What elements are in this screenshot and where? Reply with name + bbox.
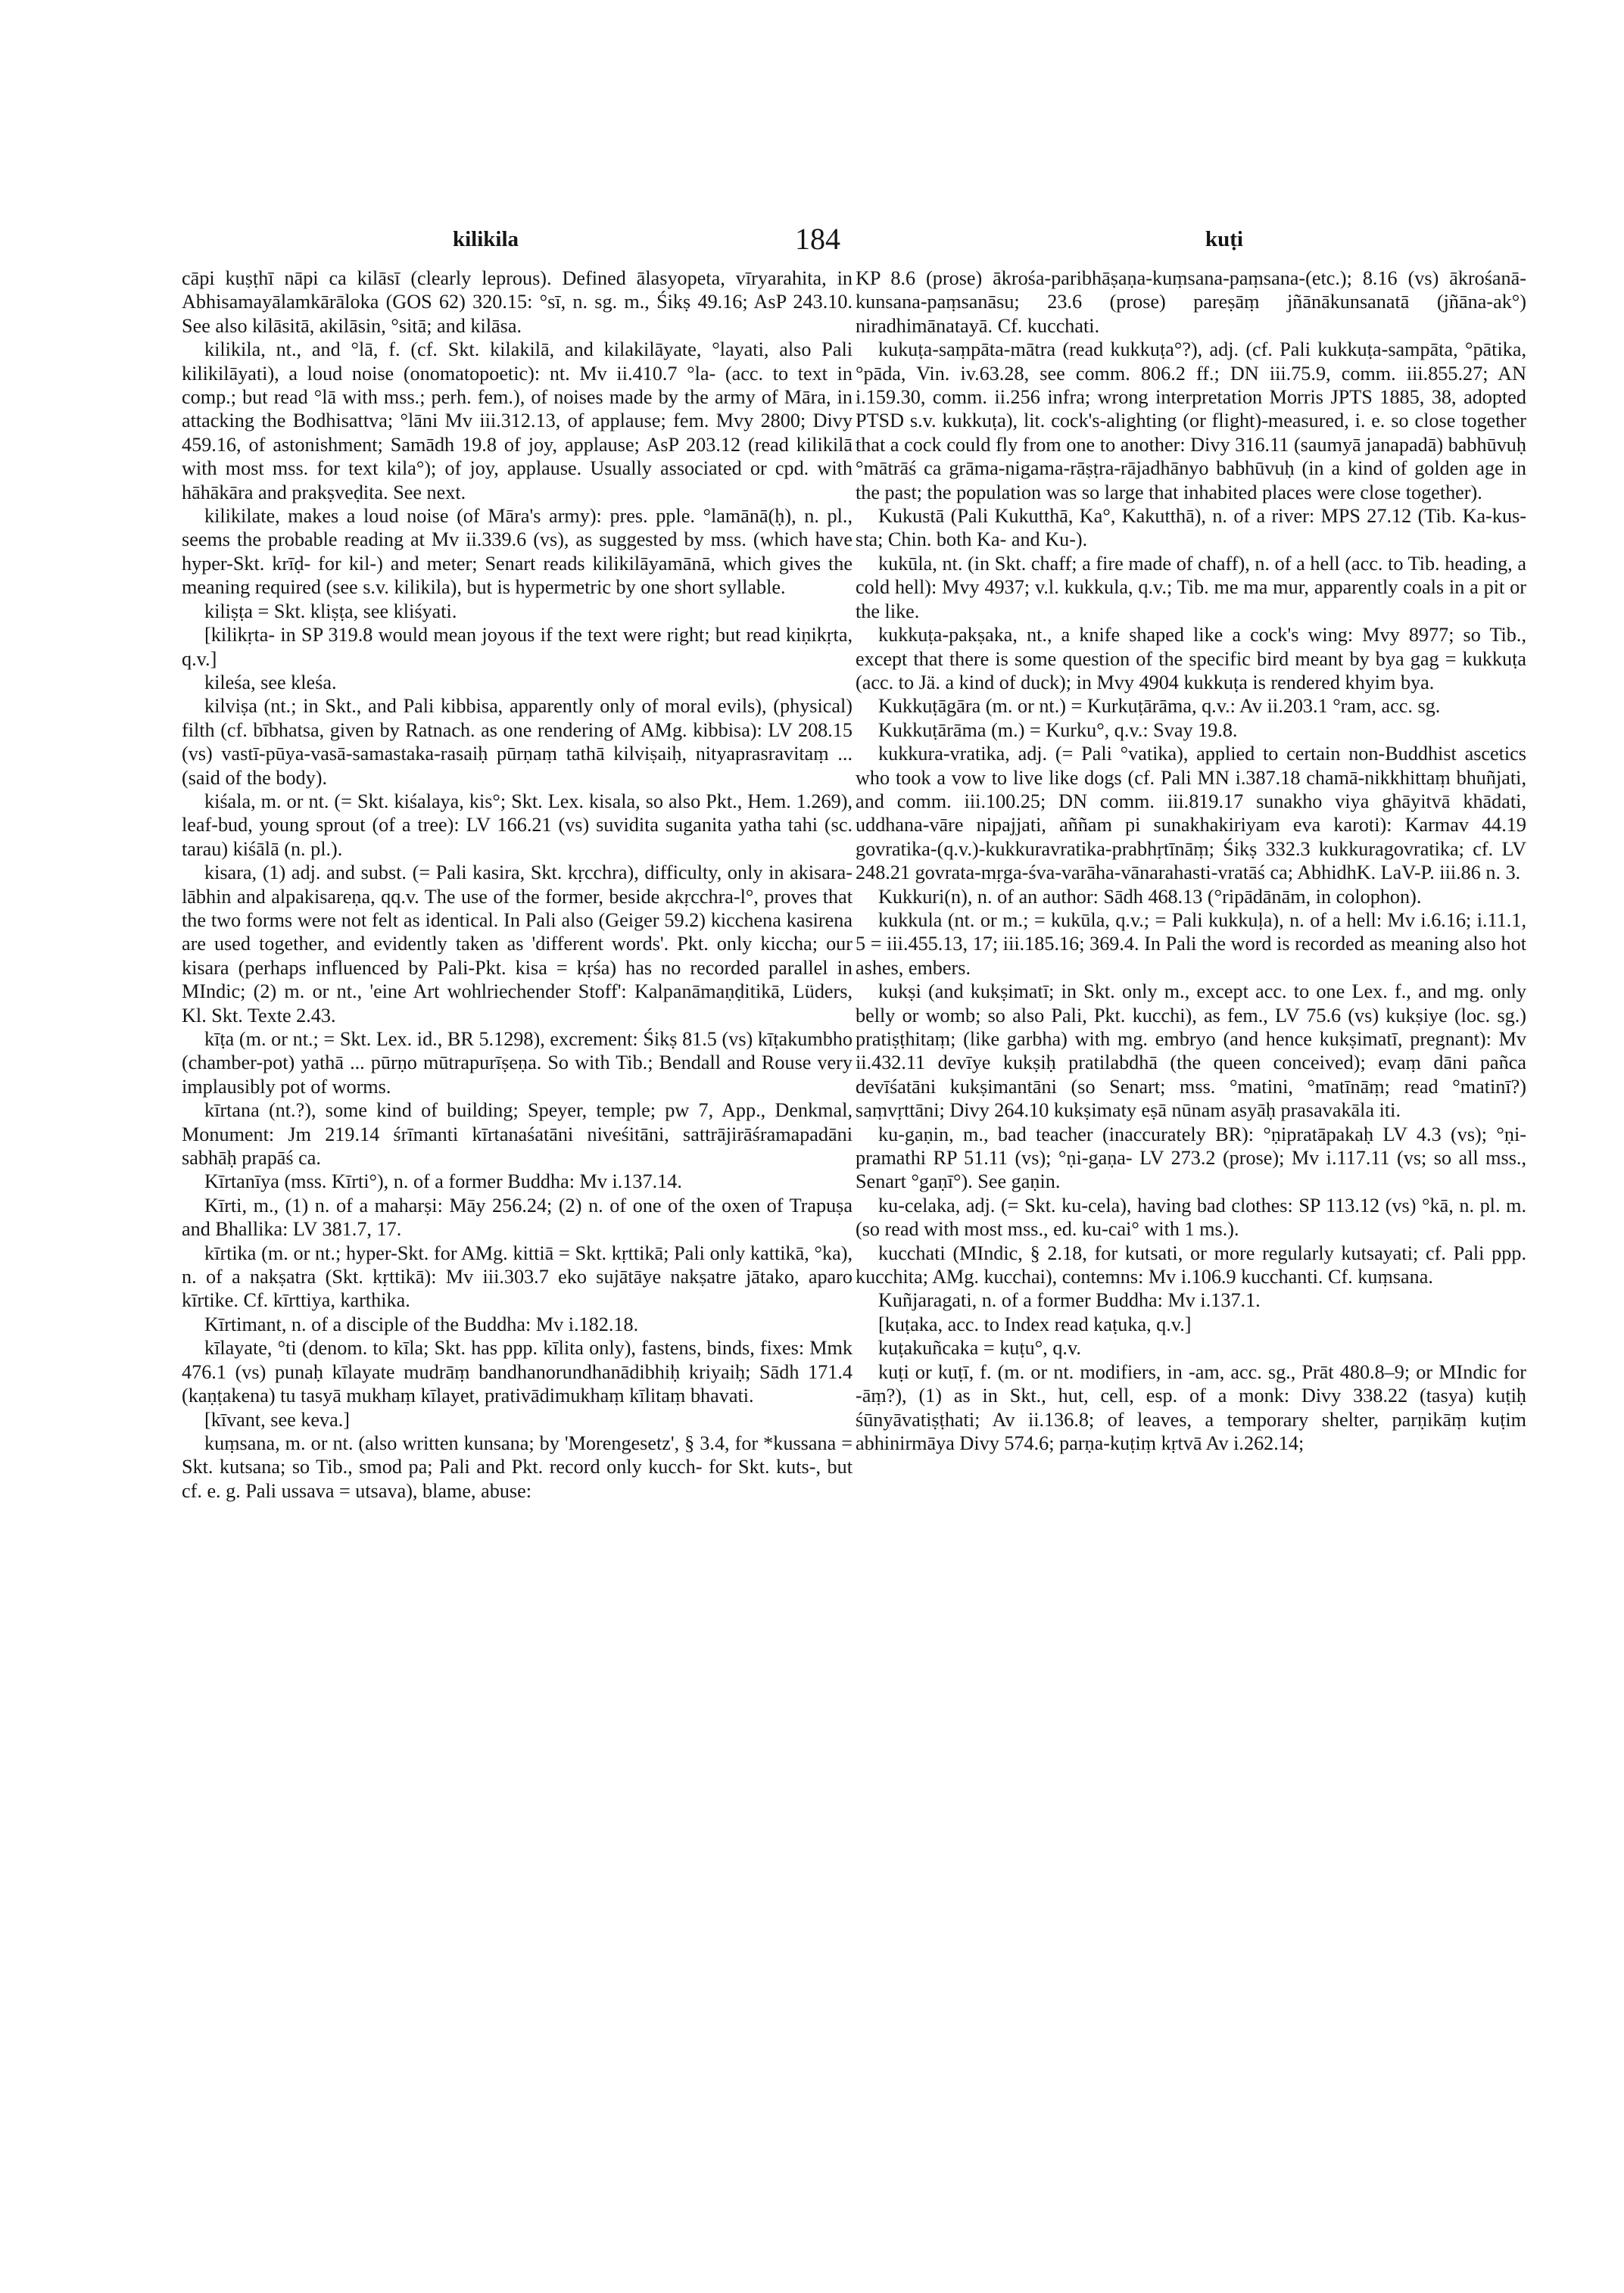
dictionary-entry: Kuñjaragati, n. of a former Buddha: Mv i.137.1. bbox=[878, 1289, 1261, 1312]
page-number: 184 bbox=[795, 222, 840, 256]
dictionary-entry: kukuṭa-saṃpāta-mātra (read kukkuṭa°?), adj. (cf. Pali kukkuṭa-sampāta, °pātika, °pāda, Vin. iv.63.28, see comm. 806.2 ff.; DN iii.75.9, comm. iii.855.27; AN i.159.30, comm. ii.256 infra; wrong interpretation Morris JPTS 1885, 38, adopted PTSD s.v. kukkuṭa), lit. cock's-alighting (or flight)-measured, i. e. so close together that a cock could fly from one to another: Divy 316.11 (saumyā janapadā) babhūvuḥ °mātrāś ca grāma-nigama-rāṣṭra-rājadhānyo babhūvuḥ (in a kind of golden age in the past; the population was so large that inhabited places were close together). bbox=[856, 338, 1526, 503]
dictionary-entry: kukkuṭa-pakṣaka, nt., a knife shaped like a cock's wing: Mvy 8977; so Tib., except that there is some question of the specific bird meant by bya gag = kukkuṭa (acc. to Jä. a kind of duck); in Mvy 4904 kukkuṭa is rendered khyim bya. bbox=[856, 624, 1526, 693]
dictionary-entry: kīṭa (m. or nt.; = Skt. Lex. id., BR 5.1298), excrement: Śikṣ 81.5 (vs) kīṭakumbho (chamber-pot) yathā ... pūrṇo mūtrapurīṣeṇa. So with Tib.; Bendall and Rouse very implausibly pot of worms. bbox=[182, 1028, 853, 1098]
dictionary-entry: [kilikṛta- in SP 319.8 would mean joyous if the text were right; but read kiṇikṛta, q.v.] bbox=[182, 624, 853, 670]
dictionary-entry: Kukustā (Pali Kukutthā, Ka°, Kakutthā), n. of a river: MPS 27.12 (Tib. Ka-kus-sta; Chin. both Ka- and Ku-). bbox=[856, 505, 1526, 551]
dictionary-entry: kilviṣa (nt.; in Skt., and Pali kibbisa, apparently only of moral evils), (physical) filth (cf. bībhatsa, given by Ratnach. as one rendering of AMg. kibbisa): LV 208.15 (vs) vastī-pūya-vasā-samastaka-rasaiḥ pūrṇaṃ tathā kilviṣaiḥ, nityaprasravitaṃ ... (said of the body). bbox=[182, 695, 853, 789]
dictionary-entry: kilikila, nt., and °lā, f. (cf. Skt. kilakilā, and kilakilāyate, °layati, also Pali kilikilāyati), a loud noise (onomatopoetic): nt. Mv ii.410.7 °la- (acc. to text in comp.; but read °lā with mss.; perh. fem.), of noises made by the army of Māra, in attacking the Bodhisattva; °lāni Mv iii.312.13, of applause; fem. Mvy 2800; Divy 459.16, of astonishment; Samādh 19.8 of joy, applause; AsP 203.12 (read kilikilā with most mss. for text kila°); of joy, applause. Usually associated or cpd. with hāhākāra and prakṣveḍita. See next. bbox=[182, 338, 853, 503]
dictionary-entry: kukṣi (and kukṣimatī; in Skt. only m., except acc. to one Lex. f., and mg. only belly or womb; so also Pali, Pkt. kucchi), as fem., LV 75.6 (vs) kukṣiye (loc. sg.) pratiṣṭhitaṃ; (like garbha) with mg. embryo (and hence kukṣimatī, pregnant): Mv ii.432.11 devīye kukṣiḥ pratilabdhā (the queen conceived); evaṃ dāni pañca devīśatāni kukṣimantāni (so Senart; mss. °matini, °matīnāṃ; read °matinī?) saṃvṛttāni; Divy 264.10 kukṣimaty eṣā nūnam asyāḥ prasavakāla iti. bbox=[856, 980, 1526, 1122]
right-headword: kuṭi bbox=[1205, 227, 1243, 251]
running-head bbox=[0, 221, 1624, 259]
dictionary-entry: kisara, (1) adj. and subst. (= Pali kasira, Skt. kṛcchra), difficulty, only in akisara-lābhin and alpakisareṇa, qq.v. The use of the former, beside akṛcchra-l°, proves that the two forms were not felt as identical. In Pali also (Geiger 59.2) kicchena kasirena are used together, and evidently taken as 'different words'. Pkt. only kiccha; our kisara (perhaps influenced by Pali-Pkt. kisa = kṛśa) has no recorded parallel in MIndic; (2) m. or nt., 'eine Art wohlriechender Stoff': Kalpanāmaṇḍitikā, Lüders, Kl. Skt. Texte 2.43. bbox=[182, 861, 853, 1027]
dictionary-entry: Kīrtanīya (mss. Kīrti°), n. of a former Buddha: Mv i.137.14. bbox=[204, 1170, 682, 1193]
dictionary-entry: kukūla, nt. (in Skt. chaff; a fire made of chaff), n. of a hell (acc. to Tib. heading, a cold hell): Mvy 4937; v.l. kukkula, q.v.; Tib. me ma mur, apparently coals in a pit or the like. bbox=[856, 552, 1526, 622]
dictionary-entry: kilikilate, makes a loud noise (of Māra's army): pres. pple. °lamānā(ḥ), n. pl., seems the probable reading at Mv ii.339.6 (vs), as suggested by mss. (which have hyper-Skt. krīḍ- for kil-) and meter; Senart reads kilikilāyamānā, which gives the meaning required (see s.v. kilikila), but is hypermetric by one short syllable. bbox=[182, 505, 853, 599]
dictionary-entry: [kuṭaka, acc. to Index read kaṭuka, q.v.] bbox=[878, 1313, 1192, 1335]
dictionary-entry: kucchati (MIndic, § 2.18, for kutsati, or more regularly kutsayati; cf. Pali ppp. kucchita; AMg. kucchai), contemns: Mv i.106.9 kucchanti. Cf. kuṃsana. bbox=[856, 1242, 1526, 1288]
dictionary-entry: KP 8.6 (prose) ākrośa-paribhāṣaṇa-kuṃsana-paṃsana-(etc.); 8.16 (vs) ākrośanā-kunsana-paṃsanāsu; 23.6 (prose) pareṣāṃ jñānākunsanatā (jñāna-ak°) niradhimānatayā. Cf. kucchati. bbox=[856, 267, 1526, 337]
left-column bbox=[182, 266, 853, 1503]
dictionary-entry: kuṭakuñcaka = kuṭu°, q.v. bbox=[878, 1337, 1081, 1360]
dictionary-entry: Kukkuṭārāma (m.) = Kurku°, q.v.: Svay 19.8. bbox=[878, 718, 1238, 741]
dictionary-entry: kiliṣṭa = Skt. kliṣṭa, see kliśyati. bbox=[204, 600, 457, 622]
dictionary-entry: kīrtana (nt.?), some kind of building; Speyer, temple; pw 7, App., Denkmal, Monument: Jm 219.14 śrīmanti kīrtanaśatāni niveśitāni, sattrājirāśramapadāni sabhāḥ prapāś ca. bbox=[182, 1099, 853, 1170]
dictionary-entry: kīlayate, °ti (denom. to kīla; Skt. has ppp. kīlita only), fastens, binds, fixes: Mmk 476.1 (vs) punaḥ kīlayate mudrāṃ bandhanorundhanādibhiḥ kriyaiḥ; Sādh 171.4 (kaṇṭakena) tu tasyā mukhaṃ kīlayet, prativādimukhaṃ kīlitaṃ bhavati. bbox=[182, 1337, 853, 1407]
dictionary-entry: ku-celaka, adj. (= Skt. ku-cela), having bad clothes: SP 113.12 (vs) °kā, n. pl. m. (so read with most mss., ed. ku-cai° with 1 ms.). bbox=[856, 1194, 1526, 1241]
dictionary-entry: kiśala, m. or nt. (= Skt. kiśalaya, kis°; Skt. Lex. kisala, so also Pkt., Hem. 1.269), leaf-bud, young sprout (of a tree): LV 166.21 (vs) suvidita suganita yatha tahi (sc. tarau) kiśālā (n. pl.). bbox=[182, 790, 853, 860]
dictionary-entry: Kukkuri(n), n. of an author: Sādh 468.13 (°ripādānām, in colophon). bbox=[878, 885, 1422, 908]
dictionary-entry: kuṃsana, m. or nt. (also written kunsana; by 'Morengesetz', § 3.4, for *kussana = Skt. kutsana; so Tib., smod pa; Pali and Pkt. record only kucch- for Skt. kuts-, but cf. e. g. Pali ussava = utsava), blame, abuse: bbox=[182, 1432, 853, 1502]
dictionary-entry: kukkura-vratika, adj. (= Pali °vatika), applied to certain non-Buddhist ascetics who took a vow to live like dogs (cf. Pali MN i.387.18 chamā-nikkhittaṃ bhuñjati, and comm. iii.100.25; DN comm. iii.819.17 sunakho viya ghāyitvā khādati, uddhana-vāre nipajjati, aññam pi sunakhakiriyam eva karoti): Karmav 44.19 govratika-(q.v.)-kukkuravratika-prabhṛtīnāṃ; Śikṣ 332.3 kukkuragovratika; cf. LV 248.21 govrata-mṛga-śva-varāha-vānarahasti-vratāś ca; AbhidhK. LaV-P. iii.86 n. 3. bbox=[856, 743, 1526, 884]
dictionary-entry: cāpi kuṣṭhī nāpi ca kilāsī (clearly leprous). Defined ālasyopeta, vīryarahita, in Abhisamayālamkārāloka (GOS 62) 320.15: °sī, n. sg. m., Śikṣ 49.16; AsP 243.10. See also kilāsitā, akilāsin, °sitā; and kilāsa. bbox=[182, 267, 853, 337]
right-column bbox=[856, 266, 1526, 1455]
dictionary-entry: [kīvant, see keva.] bbox=[204, 1408, 350, 1431]
dictionary-entry: Kīrti, m., (1) n. of a maharṣi: Māy 256.24; (2) n. of one of the oxen of Trapuṣa and Bhallika: LV 381.7, 17. bbox=[182, 1194, 853, 1241]
dictionary-entry: kīrtika (m. or nt.; hyper-Skt. for AMg. kittiā = Skt. kṛttikā; Pali only kattikā, °ka), n. of a nakṣatra (Skt. kṛttikā): Mv iii.303.7 eko sujātāye nakṣatre jātako, aparo kīrtike. Cf. kīrttiya, karthika. bbox=[182, 1242, 853, 1312]
left-headword: kilikila bbox=[453, 227, 519, 251]
dictionary-entry: Kīrtimant, n. of a disciple of the Buddha: Mv i.182.18. bbox=[204, 1313, 639, 1335]
dictionary-entry: kileśa, see kleśa. bbox=[204, 671, 337, 693]
dictionary-entry: ku-gaṇin, m., bad teacher (inaccurately BR): °ṇipratāpakaḥ LV 4.3 (vs); °ṇi-pramathi RP 51.11 (vs); °ṇi-gaṇa- LV 273.2 (prose); Mv i.117.11 (vs; so all mss., Senart °gaṇī°). See gaṇin. bbox=[856, 1123, 1526, 1193]
dictionary-entry: kukkula (nt. or m.; = kukūla, q.v.; = Pali kukkuḷa), n. of a hell: Mv i.6.16; i.11.1, 5 = iii.455.13, 17; iii.185.16; 369.4. In Pali the word is recorded as meaning also hot ashes, embers. bbox=[856, 908, 1526, 979]
dictionary-entry: Kukkuṭāgāra (m. or nt.) = Kurkuṭārāma, q.v.: Av ii.203.1 °ram, acc. sg. bbox=[878, 695, 1441, 718]
dictionary-entry: kuṭi or kuṭī, f. (m. or nt. modifiers, in -am, acc. sg., Prāt 480.8–9; or MIndic for -āṃ?), (1) as in Skt., hut, cell, esp. of a monk: Divy 338.22 (tasya) kuṭiḥ śūnyāvatiṣṭhati; Av ii.136.8; of leaves, a temporary shelter, parṇikāṃ kuṭim abhinirmāya Divy 574.6; parṇa-kuṭiṃ kṛtvā Av i.262.14; bbox=[856, 1360, 1526, 1454]
